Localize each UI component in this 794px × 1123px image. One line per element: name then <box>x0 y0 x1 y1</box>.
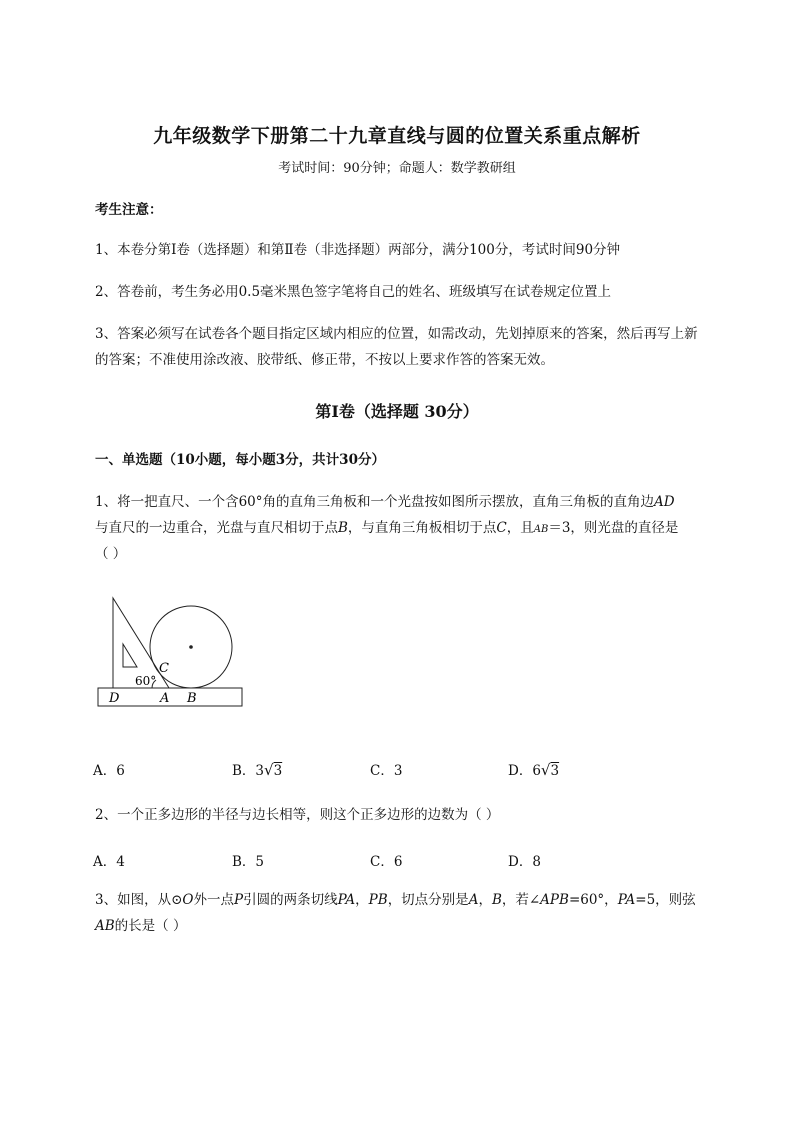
notice-item-1: 1、本卷分第I卷（选择题）和第Ⅱ卷（非选择题）两部分，满分100分，考试时间90分钟 <box>95 242 621 258</box>
triangle-inner-shape <box>123 644 137 667</box>
q1-option-d: D．6√3 <box>508 761 560 779</box>
q1-figure <box>95 592 245 710</box>
q1-line-2: 与直尺的一边重合，光盘与直尺相切于点B，与直角三角板相切于点C，且AB＝3，则光盘的直径是 <box>95 520 679 536</box>
figure-label-b: B <box>187 691 197 706</box>
figure-label-d: D <box>109 691 120 706</box>
q1-line-3: （ ） <box>95 546 127 562</box>
figure-label-a: A <box>160 691 170 706</box>
disc-center-dot <box>189 645 193 649</box>
figure-label-c: C <box>159 661 169 676</box>
q2-option-d: D．8 <box>508 854 541 870</box>
section-title: 第I卷（选择题 30分） <box>315 402 479 421</box>
exam-info: 考试时间：90分钟；命题人：数学教研组 <box>278 161 516 176</box>
q1-option-c: C．3 <box>370 763 403 779</box>
part-heading: 一、单选题（10小题，每小题3分，共计30分） <box>95 452 385 468</box>
q3-line-1: 3、如图，从⊙O外一点P引圆的两条切线PA，PB，切点分别是A，B，若∠APB=60°，PA=5，则弦 <box>95 892 696 908</box>
q1-option-b: B．3√3 <box>232 761 283 779</box>
page-title: 九年级数学下册第二十九章直线与圆的位置关系重点解析 <box>153 125 641 147</box>
q2-option-a: A．4 <box>93 854 125 870</box>
q2-option-c: C．6 <box>370 854 403 870</box>
notice-item-2: 2、答卷前，考生务必用0.5毫米黑色签字笔将自己的姓名、班级填写在试卷规定位置上 <box>95 284 612 300</box>
q2-text: 2、一个正多边形的半径与边长相等，则这个正多边形的边数为（ ） <box>95 807 500 823</box>
ruler-shape <box>98 688 242 706</box>
q1-option-a: A．6 <box>93 763 125 779</box>
notice-item-3-cont: 的答案；不准使用涂改液、胶带纸、修正带，不按以上要求作答的答案无效。 <box>95 352 554 368</box>
figure-label-angle: 60° <box>135 674 157 688</box>
q3-line-2: AB的长是（ ） <box>95 918 187 934</box>
notice-item-3: 3、答案必须写在试卷各个题目指定区域内相应的位置，如需改动，先划掉原来的答案，然后再写上新 <box>95 326 698 342</box>
q2-option-b: B．5 <box>232 854 265 870</box>
q1-line-1: 1、将一把直尺、一个含60°角的直角三角板和一个光盘按如图所示摆放，直角三角板的直角边AD <box>95 494 675 510</box>
notice-heading: 考生注意： <box>95 202 163 218</box>
